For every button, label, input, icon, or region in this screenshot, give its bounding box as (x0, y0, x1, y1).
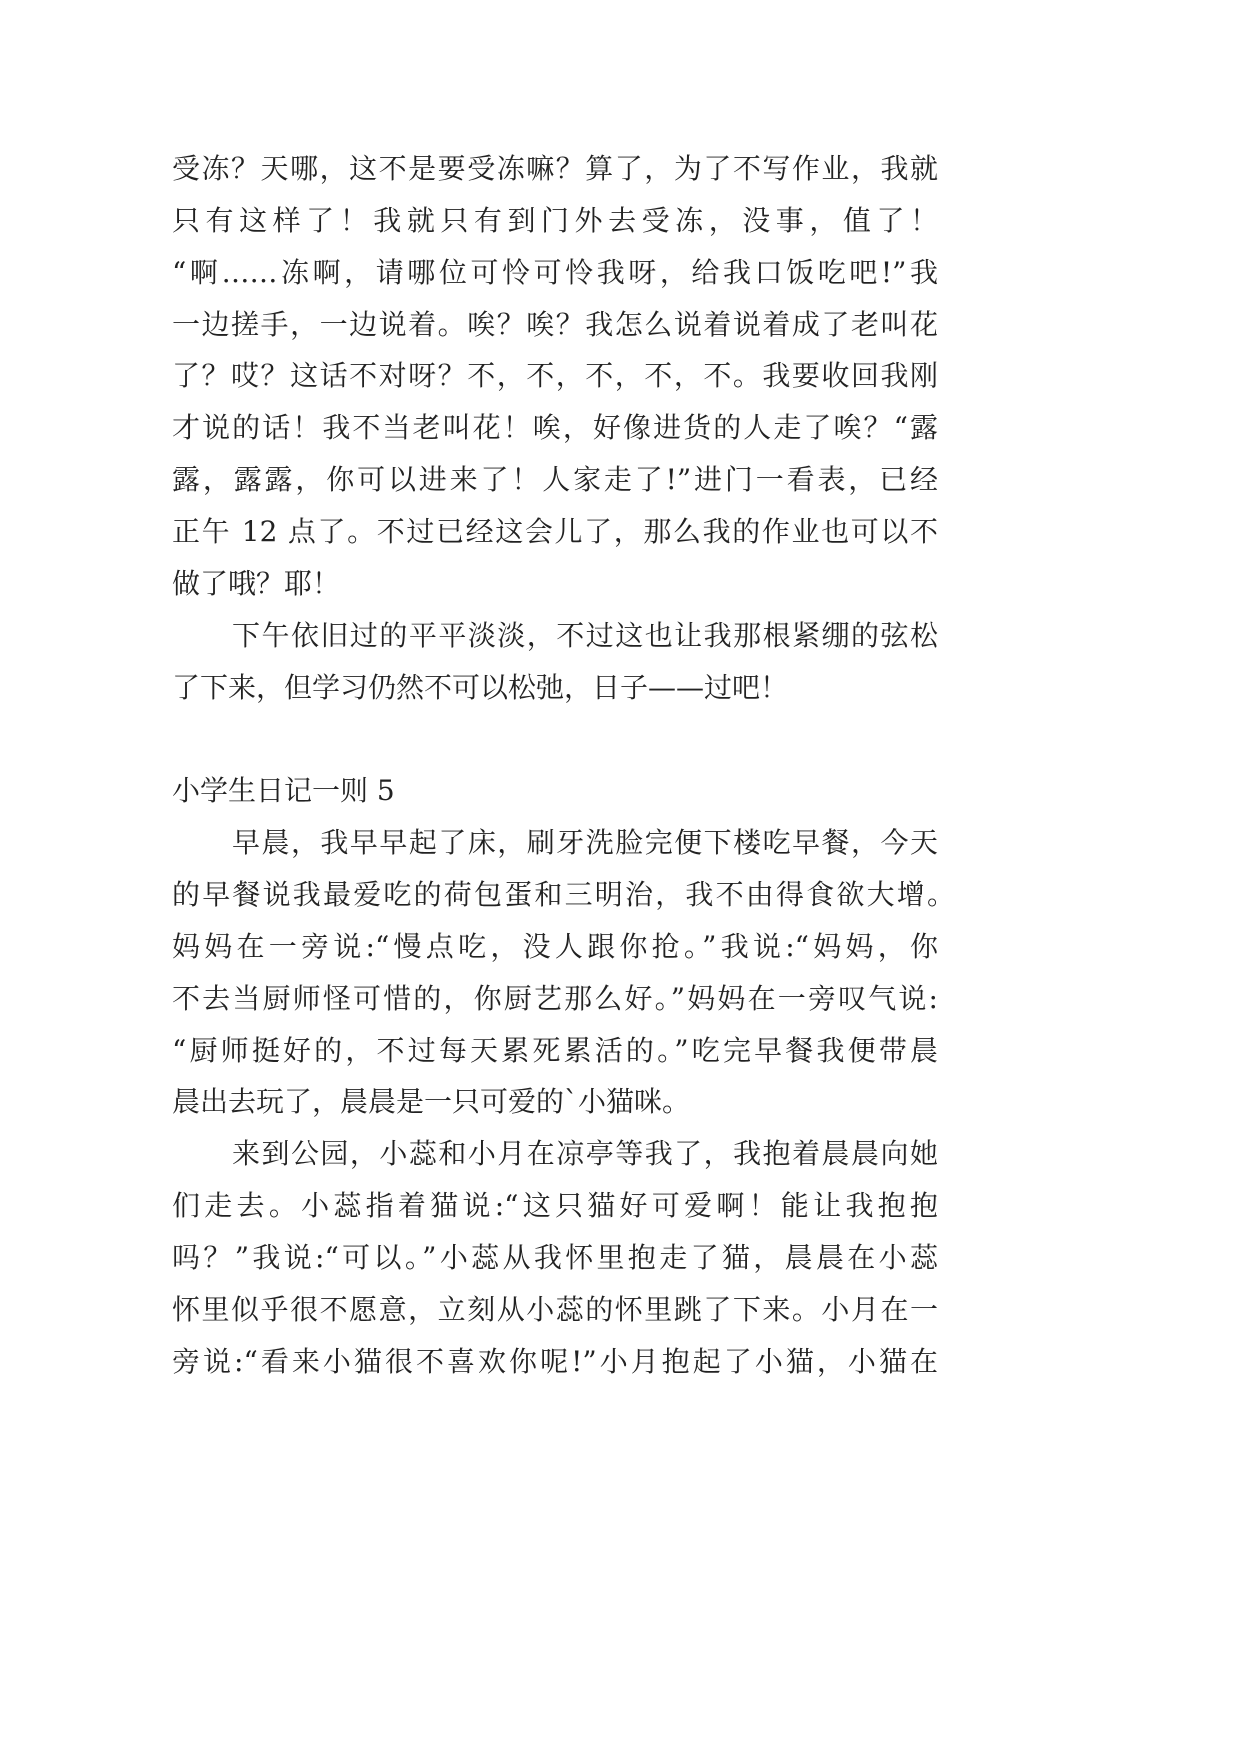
text-line: 旁说:“看来小猫很不喜欢你呢!”小月抱起了小猫，小猫在 (172, 1344, 938, 1378)
text-line: 不去当厨师怪可惜的，你厨艺那么好。”妈妈在一旁叹气说: (172, 981, 938, 1015)
text-line: “啊……冻啊，请哪位可怜可怜我呀，给我口饭吃吧!”我 (172, 255, 938, 289)
text-line: 正午 12 点了。不过已经这会儿了，那么我的作业也可以不 (172, 515, 938, 549)
text-line: 受冻？天哪，这不是要受冻嘛？算了，为了不写作业，我就 (172, 152, 938, 185)
text-line: 早晨，我早早起了床，刷牙洗脸完便下楼吃早餐，今天 (232, 826, 938, 860)
paragraph-afternoon (172, 610, 938, 714)
text-line: 了？哎？这话不对呀？不，不，不，不，不。我要收回我刚 (172, 359, 938, 393)
text-line: 怀里似乎很不愿意，立刻从小蕊的怀里跳了下来。小月在一 (172, 1292, 938, 1326)
text-line: 们走去。小蕊指着猫说:“这只猫好可爱啊！能让我抱抱 (172, 1189, 938, 1223)
paragraph-park (172, 1128, 938, 1387)
text-line: 妈妈在一旁说:“慢点吃，没人跟你抢。”我说:“妈妈，你 (172, 929, 938, 963)
paragraph-continued (172, 143, 938, 610)
document-body (172, 143, 955, 1388)
paragraph-breakfast (172, 817, 955, 1128)
text-line: 做了哦？耶！ (172, 566, 341, 600)
text-line: 晨出去玩了，晨晨是一只可爱的`小猫咪。 (172, 1085, 691, 1119)
text-line: 了下来，但学习仍然不可以松弛，日子——过吧！ (172, 670, 789, 704)
text-line: 吗？”我说:“可以。”小蕊从我怀里抱走了猫，晨晨在小蕊 (172, 1241, 938, 1275)
text-line: 下午依旧过的平平淡淡，不过这也让我那根紧绷的弦松 (232, 618, 938, 652)
text-line: 露，露露，你可以进来了！人家走了!”进门一看表，已经 (172, 463, 938, 497)
text-line: 的早餐说我最爱吃的荷包蛋和三明治，我不由得食欲大增。 (172, 878, 955, 912)
text-line: 一边搓手，一边说着。唉？唉？我怎么说着说着成了老叫花 (172, 307, 938, 341)
text-line: 来到公园，小蕊和小月在凉亭等我了，我抱着晨晨向她 (232, 1137, 938, 1171)
text-line: 才说的话！我不当老叫花！唉，好像进货的人走了唉？“露 (172, 411, 938, 445)
section-heading: 小学生日记一则 5 (172, 774, 395, 808)
text-line: 只有这样了！我就只有到门外去受冻，没事，值了！ (172, 203, 938, 237)
text-line: “厨师挺好的，不过每天累死累活的。”吃完早餐我便带晨 (172, 1033, 938, 1067)
